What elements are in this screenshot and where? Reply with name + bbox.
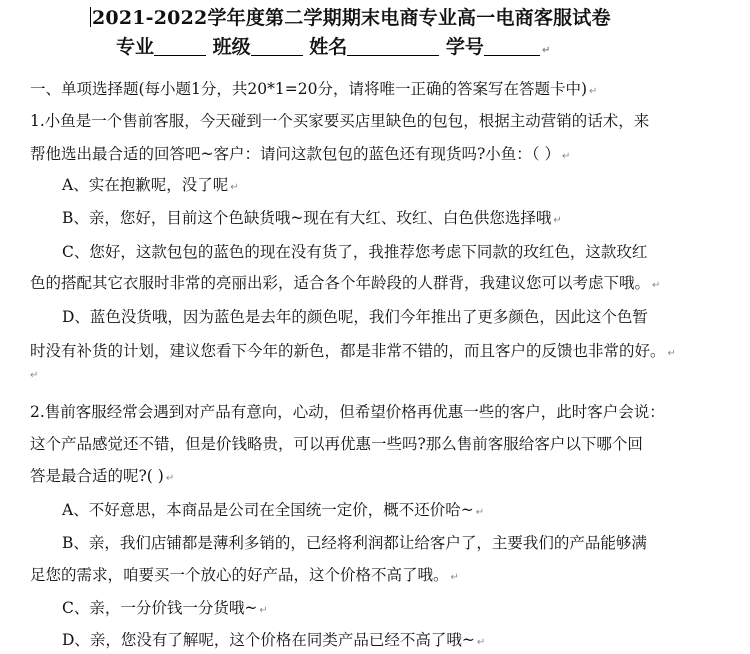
q1-option-d-line2-text: 时没有补货的计划，建议您看下今年的新色，都是非常不错的，而且客户的反馈也非常的好。 [30, 342, 666, 360]
student-info-line [116, 32, 636, 59]
paragraph-mark-icon: ↵ [259, 605, 268, 616]
q2-stem-line3-text: 答是最合适的呢?( ) [30, 467, 164, 485]
q2-stem-line3 [30, 466, 174, 489]
q2-option-a [62, 500, 484, 523]
q1-option-c-line2-text: 色的搭配其它衣服时非常的亮丽出彩，适合各个年龄段的人群背，我建议您可以考虑下哦。 [30, 274, 651, 292]
q2-option-b-line2-text: 足您的需求，咱要买一个放心的好产品，这个价格不高了哦。 [30, 566, 449, 584]
paragraph-mark-icon: ↵ [541, 45, 551, 56]
exam-title-text: 2021-2022学年度第二学期期末电商专业高一电商客服试卷 [92, 7, 611, 29]
q1-option-a-text: A、实在抱歉呢，没了呢 [62, 176, 229, 194]
q2-option-d-text: D、亲，您没有了解呢，这个价格在同类产品已经不高了哦~ [62, 631, 475, 649]
paragraph-mark-icon: ↵ [476, 637, 486, 648]
q1-option-d-line2 [30, 341, 676, 364]
q1-stem-line1: 1.小鱼是一个售前客服，今天碰到一个买家要买店里缺色的包包，根据主动营销的话术，来 [30, 112, 650, 130]
id-label: 学号 [445, 36, 484, 58]
paragraph-mark-icon: ↵ [652, 280, 661, 291]
q2-option-b-line2 [30, 565, 459, 588]
q1-stem-line2-text: 帮他选出最合适的回答吧~客户：请问这款包包的蓝色还有现货吗?小鱼：（ ） [30, 145, 560, 163]
q2-stem-line2: 这个产品感觉还不错，但是价钱略贵，可以再优惠一些吗?那么售前客服给客户以下哪个回 [30, 435, 643, 453]
section1-heading [30, 79, 597, 102]
major-label: 专业 [116, 36, 155, 58]
q2-option-b-line1: B、亲，我们店铺都是薄利多销的，已经将利润都让给客户了，主要我们的产品能够满 [62, 534, 647, 552]
q2-stem-line1: 2.售前客服经常会遇到对产品有意向，心动，但希望价格再优惠一些的客户，此时客户会说： [30, 403, 665, 421]
paragraph-mark-icon: ↵ [561, 151, 571, 162]
class-label: 班级 [212, 36, 251, 58]
q1-option-c-line2 [30, 273, 660, 296]
name-blank[interactable] [347, 37, 439, 56]
paragraph-mark-icon: ↵ [475, 507, 485, 518]
q1-option-d-line1: D、蓝色没货哦，因为蓝色是去年的颜色呢，我们今年推出了更多颜色，因此这个色暂 [62, 308, 648, 326]
paragraph-mark-icon: ↵ [450, 572, 459, 583]
class-blank[interactable] [251, 37, 303, 56]
paragraph-mark-icon: ↵ [667, 348, 676, 359]
q2-option-d [62, 630, 485, 653]
q2-option-a-text: A、不好意思，本商品是公司在全国统一定价，概不还价哈~ [62, 501, 474, 519]
paragraph-mark-icon: ↵ [165, 473, 175, 484]
q1-option-c-line1: C、您好，这款包包的蓝色的现在没有货了，我推荐您考虑下同款的玫红色，这款玫红 [62, 243, 648, 261]
exam-title [90, 3, 650, 30]
name-label: 姓名 [309, 36, 348, 58]
paragraph-mark-icon: ↵ [589, 86, 598, 97]
q1-stem-line2 [30, 144, 570, 167]
major-blank[interactable] [154, 37, 206, 56]
q1-option-b-text: B、亲，您好，目前这个色缺货哦~现在有大红、玫红、白色供您选择哦 [62, 209, 552, 227]
q2-option-c [62, 598, 268, 621]
paragraph-mark-icon: ↵ [553, 215, 562, 226]
section1-heading-text: 一、单项选择题(每小题1分，共20*1=20分，请将唯一正确的答案写在答题卡中) [30, 80, 588, 98]
paragraph-mark-icon: ↵ [30, 370, 39, 381]
q1-option-b [62, 208, 562, 231]
q1-option-a [62, 175, 239, 198]
text-cursor [90, 7, 91, 27]
q2-option-c-text: C、亲，一分价钱一分货哦~ [62, 599, 258, 617]
id-blank[interactable] [484, 37, 540, 56]
paragraph-mark-icon: ↵ [230, 182, 239, 193]
